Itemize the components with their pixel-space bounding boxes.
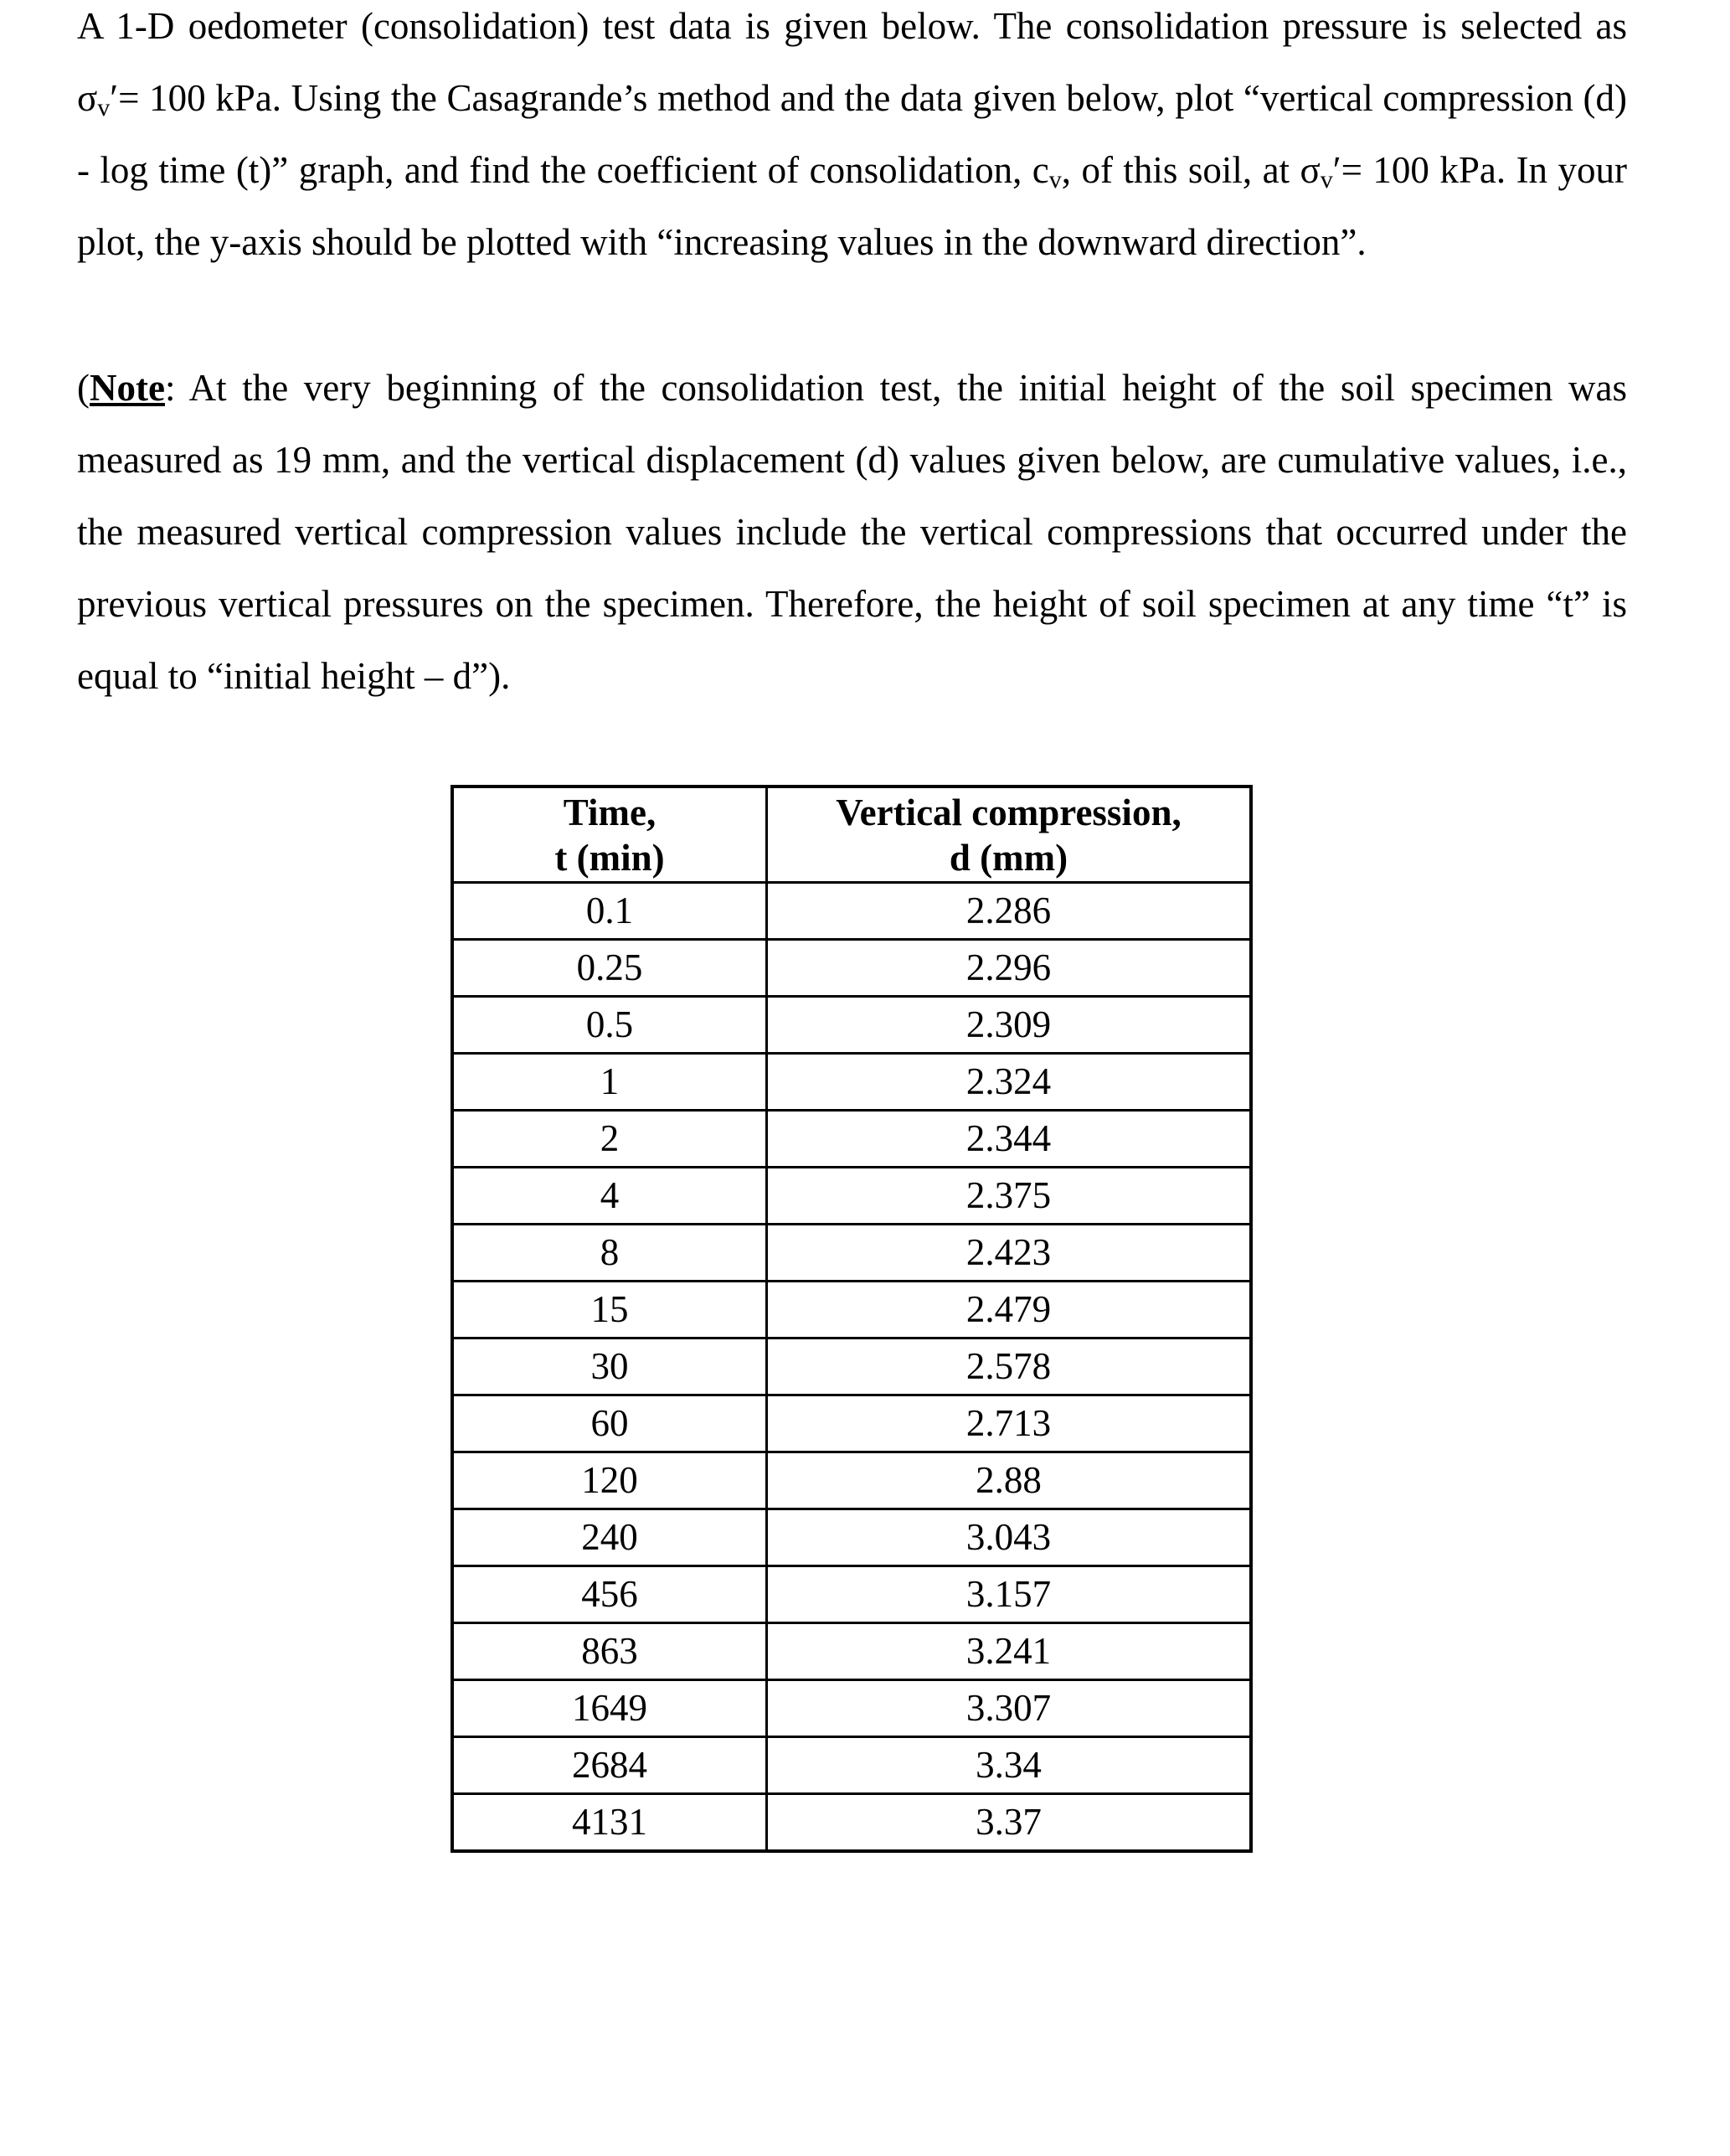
- time-cell: 456: [452, 1566, 767, 1623]
- table-row: [452, 1737, 1251, 1794]
- time-column-header: [452, 787, 767, 883]
- compression-cell: 2.713: [767, 1395, 1252, 1452]
- problem-text-part3: , of this soil, at σ: [1061, 149, 1321, 191]
- compression-cell: 2.479: [767, 1282, 1252, 1338]
- time-cell: 863: [452, 1623, 767, 1680]
- compression-cell: 3.34: [767, 1737, 1252, 1794]
- compression-cell: 2.296: [767, 940, 1252, 997]
- compression-cell: 2.88: [767, 1452, 1252, 1509]
- compression-column-header: [767, 787, 1252, 883]
- compression-cell: 2.344: [767, 1111, 1252, 1168]
- time-cell: 240: [452, 1509, 767, 1566]
- table-row: [452, 1509, 1251, 1566]
- note-paragraph: [77, 352, 1627, 712]
- note-body: : At the very beginning of the consolidation test, the initial height of the soil specimen was measured as 19 mm, and the vertical displacement (d) values given below, are cumulative values, i.e., the measured vertical compression values include the vertical compressions that occurred under the previous vertical pressures on the specimen. Therefore, the height of soil specimen at any time “t” is equal to “initial height – d”).: [77, 367, 1627, 697]
- time-cell: 120: [452, 1452, 767, 1509]
- compression-cell: 3.157: [767, 1566, 1252, 1623]
- table-row: [452, 1338, 1251, 1395]
- table-row: [452, 1054, 1251, 1111]
- sigma-subscript-2: v: [1320, 166, 1333, 193]
- time-cell: 2: [452, 1111, 767, 1168]
- table-row: [452, 1225, 1251, 1282]
- table-header-row: [452, 787, 1251, 883]
- table-row: [452, 1111, 1251, 1168]
- time-header-line1: Time,: [563, 791, 656, 833]
- time-cell: 0.1: [452, 883, 767, 940]
- time-cell: 0.25: [452, 940, 767, 997]
- table-row: [452, 997, 1251, 1054]
- compression-cell: 2.286: [767, 883, 1252, 940]
- sigma-subscript: v: [97, 94, 111, 121]
- compression-cell: 3.307: [767, 1680, 1252, 1737]
- compression-header-line2: d (mm): [949, 836, 1068, 879]
- compression-cell: 2.423: [767, 1225, 1252, 1282]
- compression-cell: 3.37: [767, 1794, 1252, 1852]
- table-row: [452, 1452, 1251, 1509]
- note-open-paren: (: [77, 367, 90, 409]
- time-cell: 0.5: [452, 997, 767, 1054]
- table-row: [452, 1566, 1251, 1623]
- note-label: Note: [90, 367, 165, 409]
- time-cell: 1649: [452, 1680, 767, 1737]
- table-row: [452, 1395, 1251, 1452]
- time-cell: 2684: [452, 1737, 767, 1794]
- compression-cell: 2.309: [767, 997, 1252, 1054]
- problem-text-part2: ′= 100 kPa. Using the Casagrande’s method and the data given below, plot “vertical compression (d) - log time (t)” graph, and find the coefficient of consolidation, c: [77, 77, 1627, 191]
- time-cell: 4: [452, 1168, 767, 1225]
- compression-cell: 3.241: [767, 1623, 1252, 1680]
- time-cell: 8: [452, 1225, 767, 1282]
- time-cell: 1: [452, 1054, 767, 1111]
- table-row: [452, 1282, 1251, 1338]
- table-row: [452, 883, 1251, 940]
- compression-cell: 2.578: [767, 1338, 1252, 1395]
- consolidation-data-table: [451, 785, 1253, 1853]
- table-row: [452, 940, 1251, 997]
- table-row: [452, 1680, 1251, 1737]
- compression-header-line1: Vertical compression,: [836, 791, 1182, 833]
- compression-cell: 2.375: [767, 1168, 1252, 1225]
- compression-cell: 3.043: [767, 1509, 1252, 1566]
- compression-cell: 2.324: [767, 1054, 1252, 1111]
- problem-text-part1: A 1-D oedometer (consolidation) test data is given below. The consolidation pressure is selected as σ: [77, 5, 1627, 119]
- time-cell: 60: [452, 1395, 767, 1452]
- cv-subscript: v: [1048, 166, 1062, 193]
- time-cell: 30: [452, 1338, 767, 1395]
- table-row: [452, 1794, 1251, 1852]
- table-row: [452, 1168, 1251, 1225]
- time-cell: 15: [452, 1282, 767, 1338]
- time-header-line2: t (min): [554, 836, 665, 879]
- time-cell: 4131: [452, 1794, 767, 1852]
- problem-statement: [77, 0, 1627, 278]
- table-row: [452, 1623, 1251, 1680]
- problem-text-part4: ′= 100 kPa. In your plot, the y-axis should be plotted with “increasing values in the downward direction”.: [77, 149, 1627, 263]
